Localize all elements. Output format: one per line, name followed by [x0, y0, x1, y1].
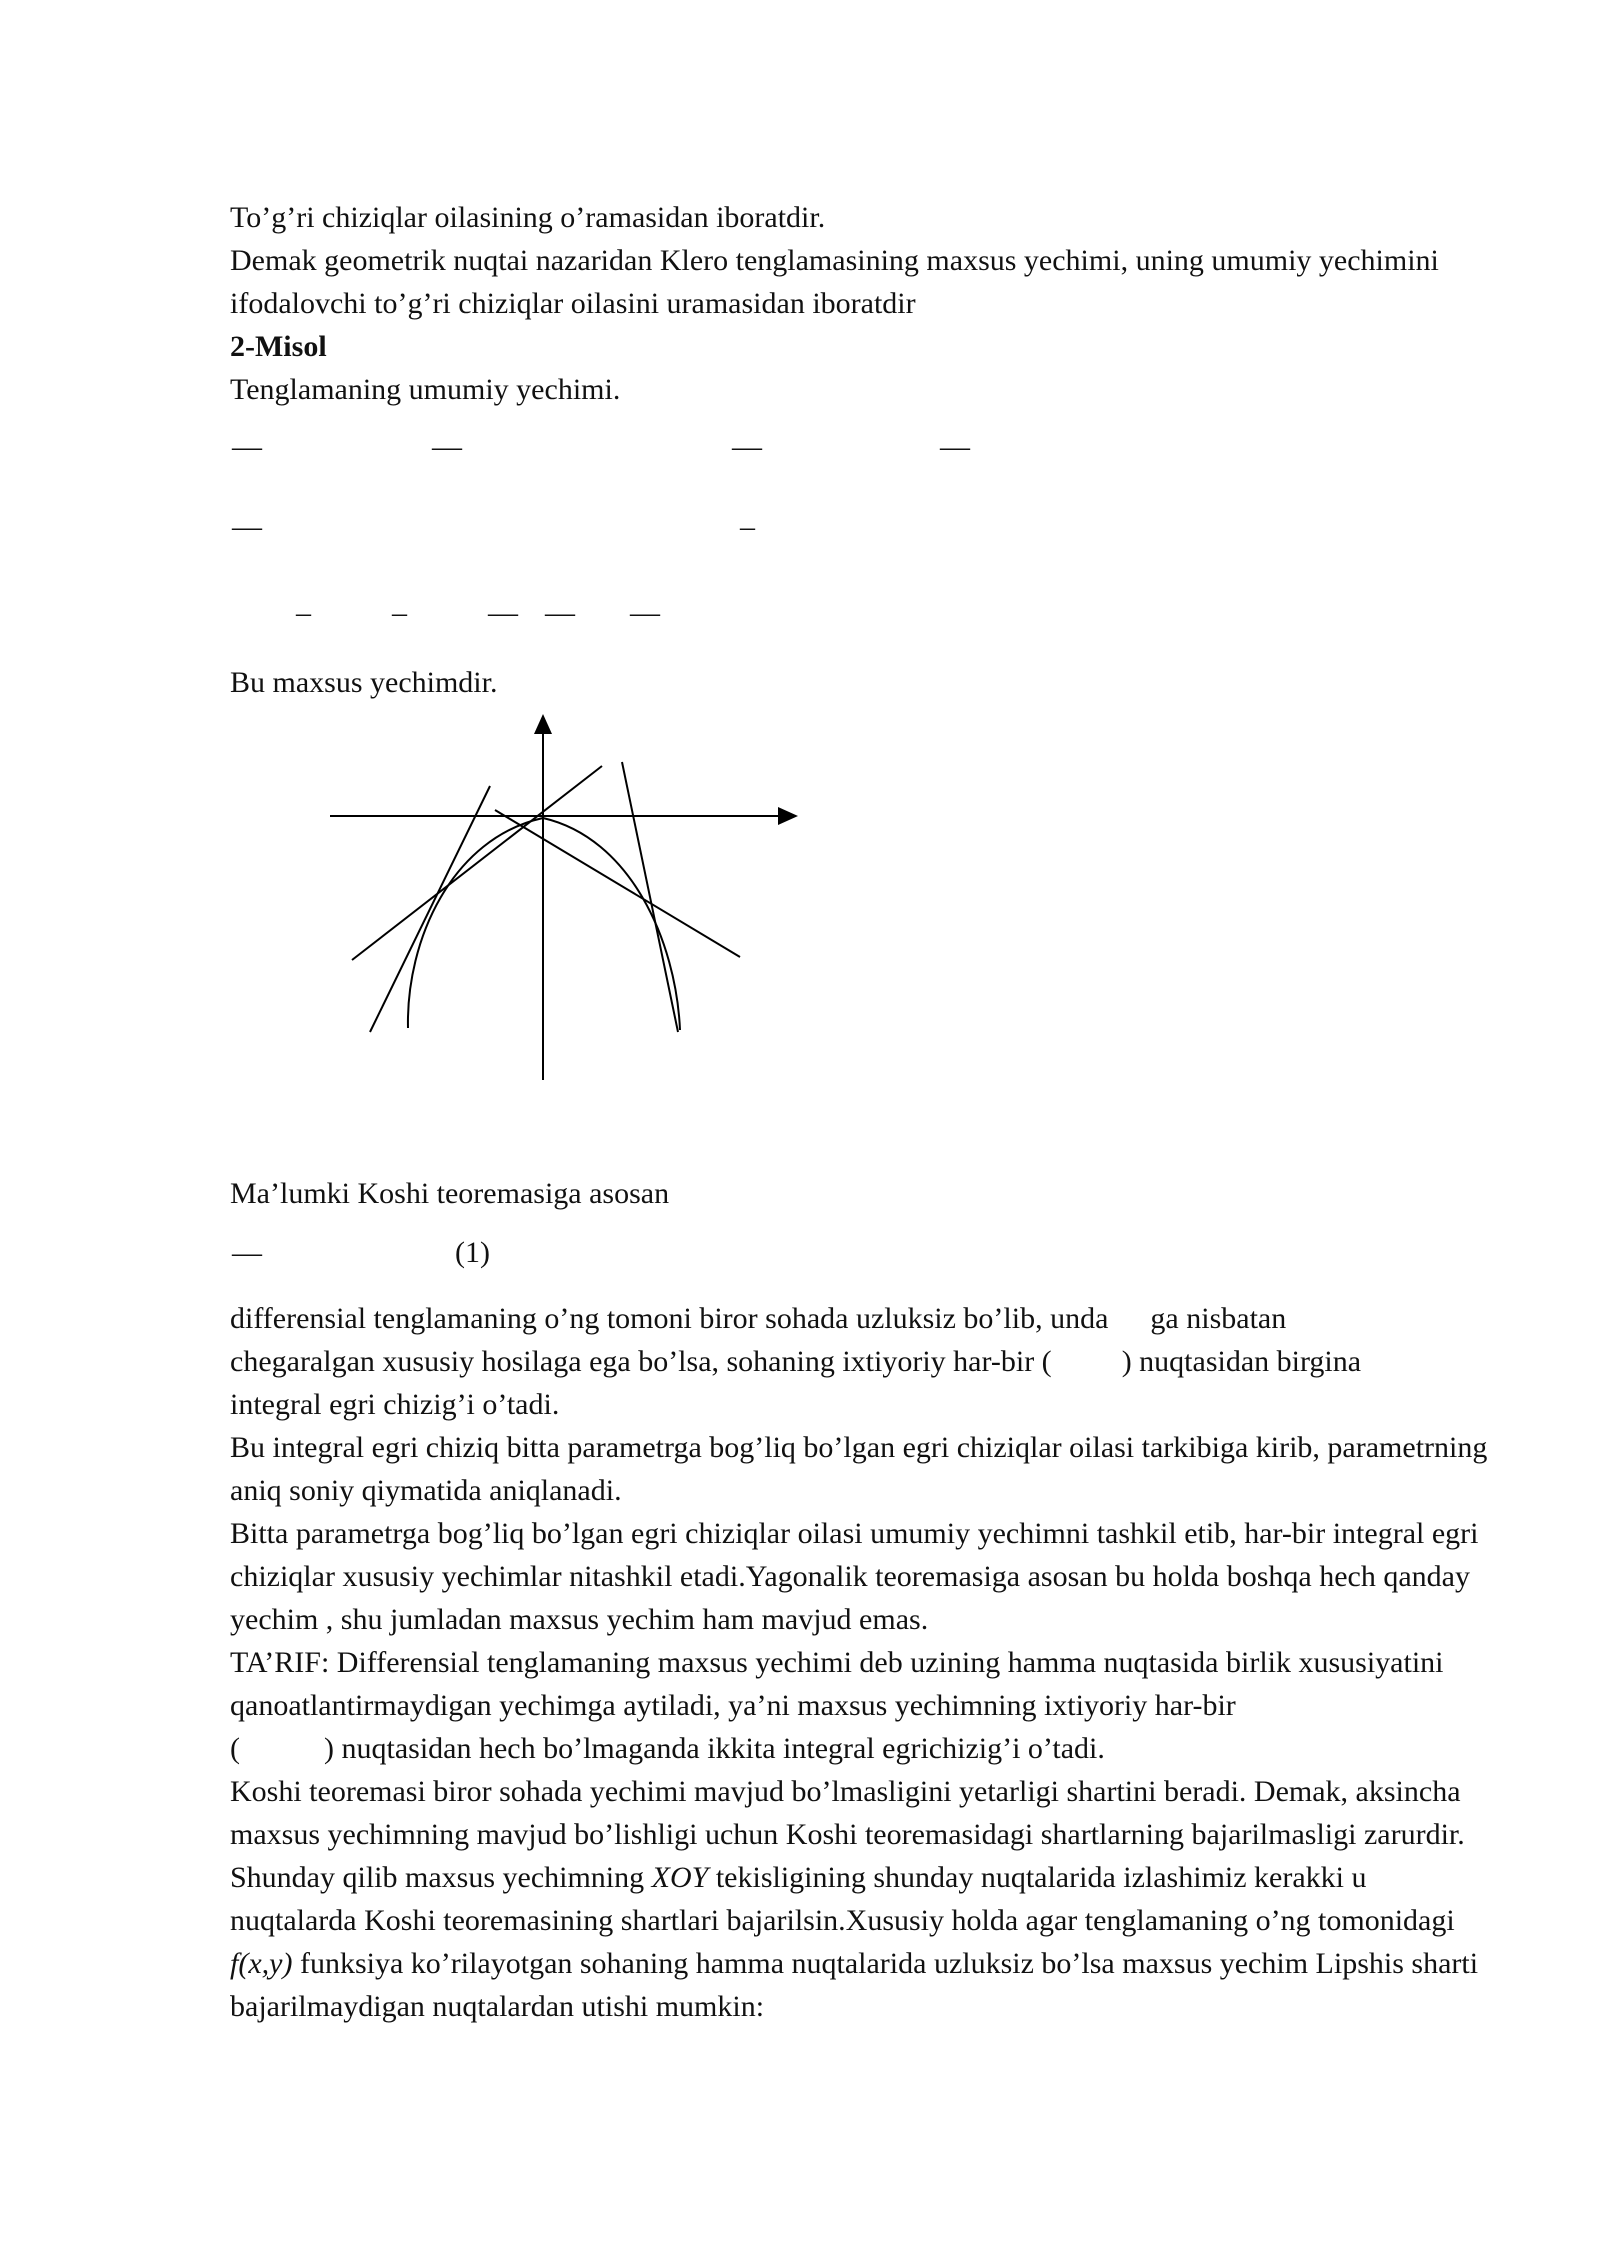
y-axis-arrow: [534, 714, 552, 734]
intro-paragraphs: [230, 196, 1500, 411]
function-symbol: f(x,y): [230, 1947, 293, 1980]
tangent-line: [352, 766, 602, 960]
tangent-line: [622, 762, 678, 1032]
paragraph-definition: TA’RIF: Differensial tenglamaning maxsus yechimi deb uzining hamma nuqtasida birlik xususiyatini qanoatlantirmaydigan yechimga aytiladi, ya’ni maxsus yechimning ixtiyoriy har-bir ( ) nuqtasidan hech bo’lmaganda ikkita integral egrichizig’i o’tadi.: [230, 1646, 1444, 1765]
formula-dash: —: [630, 596, 660, 629]
formula-dash: —: [432, 430, 462, 463]
formula-dash: —: [232, 510, 262, 543]
paragraph-singular: Bu maxsus yechimdir.: [230, 666, 498, 699]
formula-dash: —: [545, 596, 575, 629]
formula-dash: –: [392, 596, 407, 629]
tangent-line: [370, 786, 490, 1032]
equation-dash: —: [232, 1236, 262, 1269]
formula-dash: –: [740, 510, 755, 543]
paragraph-klero: Demak geometrik nuqtai nazaridan Klero tenglamasining maxsus yechimi, uning umumiy yechimini ifodalovchi to’g’ri chiziqlar oilasini uramasidan iboratdir: [230, 244, 1439, 320]
line-2: chegaralgan xususiy hosilaga ega bo’lsa, sohaning ixtiyoriy har-bir ( ) nuqtasidan birgina: [230, 1345, 1362, 1378]
paragraph-family: Bitta parametrga bog’liq bo’lgan egri chiziqlar oilasi umumiy yechimni tashkil etib, har-bir integral egri chiziqlar xususiy yechimlar nitashkil etadi.Yagonalik teoremasiga asosan bu holda boshqa hech qanday yechim , shu jumladan maxsus yechim ham mavjud emas.: [230, 1517, 1479, 1636]
paragraph-existence: Koshi teoremasi biror sohada yechimi mavjud bo’lmasligini yetarligi shartini beradi. Demak, aksincha maxsus yechimning mavjud bo’lishligi uchun Koshi teoremasidagi shartlarning bajarilmasligi zarurdir. Shunday qilib maxsus yechimning XOY tekisligining shunday nuqtalarida izlashimiz kerakki u nuqtalarda Koshi teoremasining shartlari bajarilsin.Xususiy holda agar tenglamaning o’ng tomonidagi f(x,y) funksiya ko’rilayotgan sohaning hamma nuqtalarida uzluksiz bo’lsa maxsus yechim Lipshis sharti bajarilmaydigan nuqtalardan utishi mumkin:: [230, 1775, 1479, 2023]
equation-number: (1): [455, 1236, 490, 1269]
paragraph-envelope: To’g’ri chiziqlar oilasining o’ramasidan iboratdir.: [230, 201, 826, 234]
example-heading: 2-Misol: [230, 330, 327, 363]
line-3: integral egri chizig’i o’tadi.: [230, 1388, 560, 1421]
paragraph-parameter: Bu integral egri chiziq bitta parametrga bog’liq bo’lgan egri chiziqlar oilasi tarkibiga kirib, parametrning aniq soniy qiymatida aniqlanadi.: [230, 1431, 1488, 1507]
paragraph-general-solution: Tenglamaning umumiy yechimi.: [230, 373, 621, 406]
formula-dash: —: [488, 596, 518, 629]
envelope-figure: [320, 710, 810, 1090]
x-axis-arrow: [778, 807, 798, 825]
koshi-theorem-text: [230, 1297, 1500, 2028]
line-1: differensial tenglamaning o’ng tomoni biror sohada uzluksiz bo’lib, unda ga nisbatan: [230, 1302, 1287, 1335]
formula-dash: —: [732, 430, 762, 463]
formula-dash: —: [232, 430, 262, 463]
formula-dash: –: [296, 596, 311, 629]
tangent-line: [495, 810, 740, 957]
formula-dash: —: [940, 430, 970, 463]
paragraph-koshi-intro: Ma’lumki Koshi teoremasiga asosan: [230, 1177, 670, 1210]
xoy-symbol: XOY: [651, 1861, 709, 1894]
